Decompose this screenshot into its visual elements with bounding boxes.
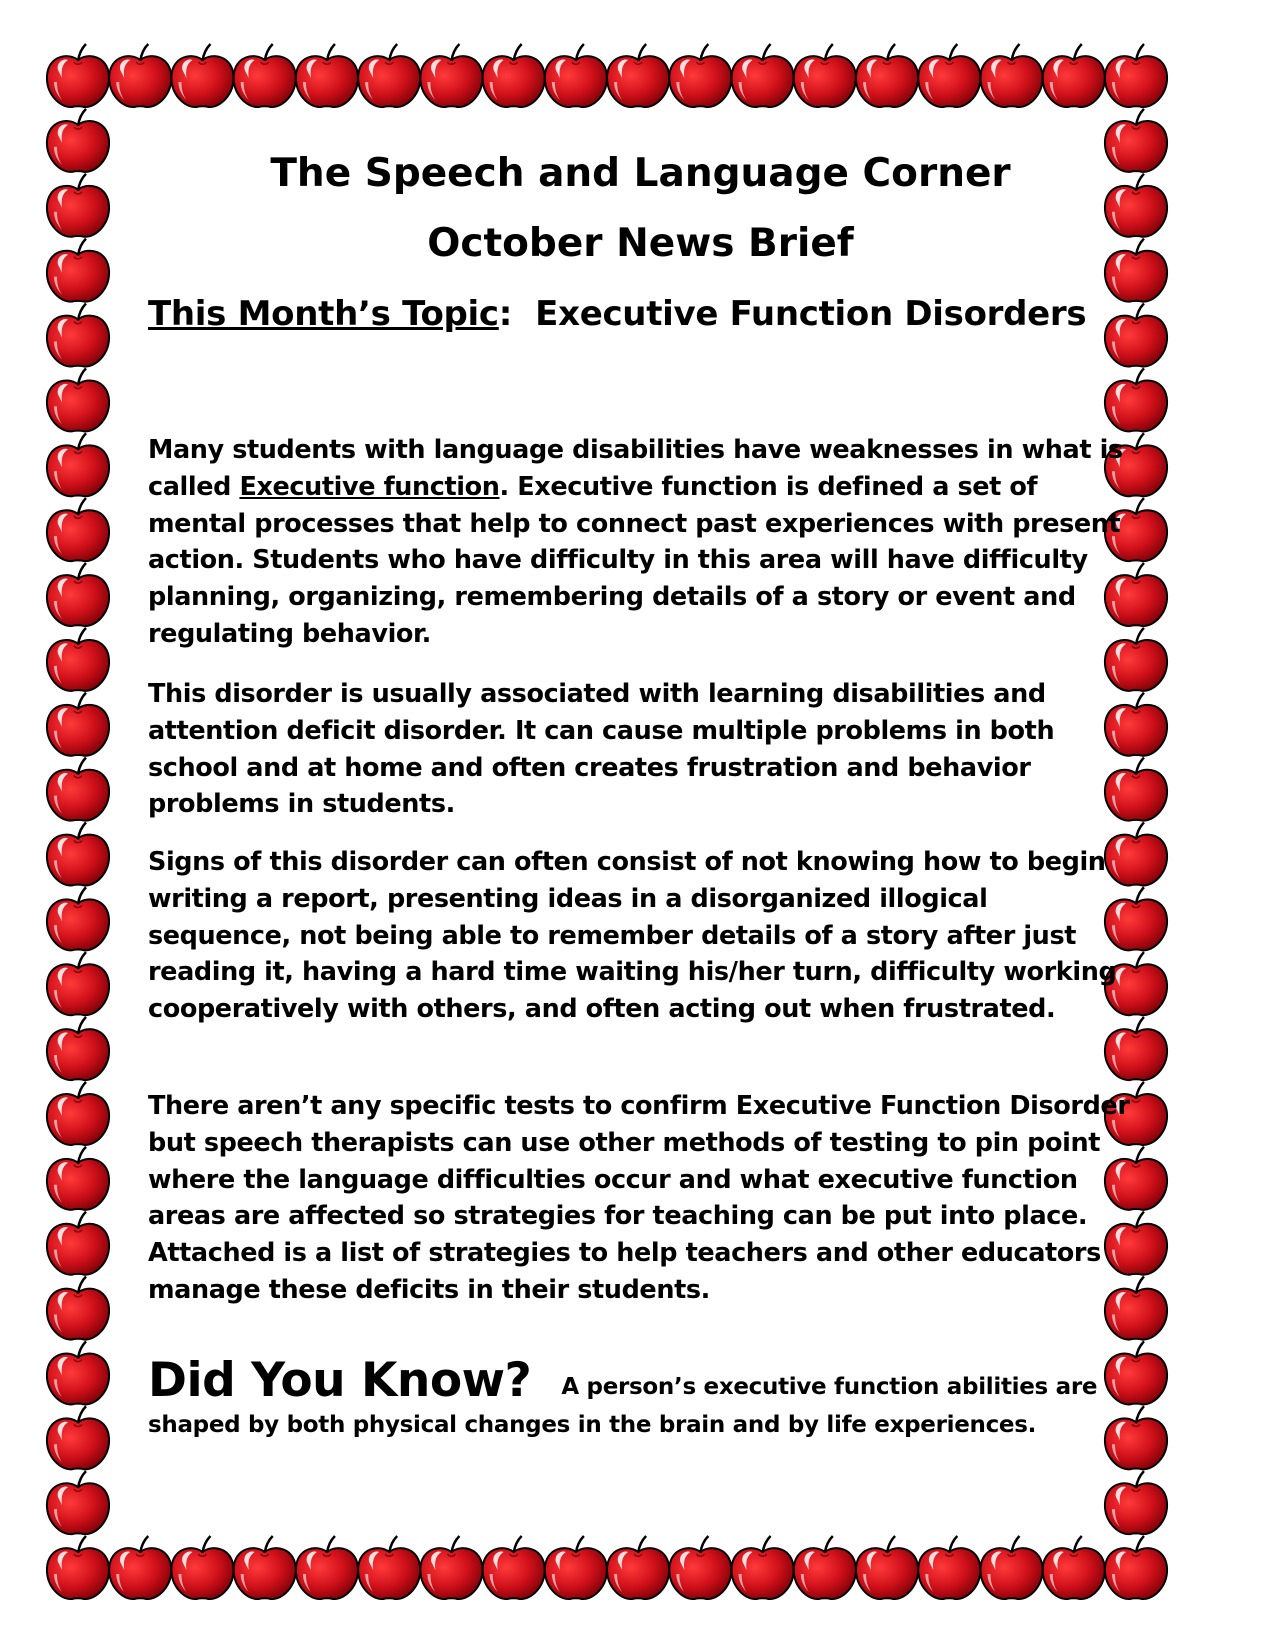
topic-separator: :: [498, 294, 513, 334]
apple-icon: [47, 887, 109, 950]
apple-icon: [47, 498, 109, 561]
apple-icon: [669, 44, 731, 107]
apple-icon: [47, 1536, 109, 1599]
apple-icon: [545, 1536, 607, 1599]
apple-icon: [234, 44, 296, 107]
apple-icon: [171, 1536, 233, 1599]
apple-icon: [1105, 303, 1167, 366]
apple-icon: [980, 1536, 1042, 1599]
apple-icon: [732, 44, 794, 107]
apple-icon: [47, 1471, 109, 1534]
paragraph-associations: This disorder is usually associated with learning disabilities and attention deficit disorder. It can cause multiple problems in both school and at home and often creates frustration and behavior problems in students.: [148, 679, 1055, 820]
apple-icon: [47, 1406, 109, 1469]
apple-icon: [234, 1536, 296, 1599]
did-you-know-heading: Did You Know?: [148, 1353, 532, 1408]
apple-icon: [47, 1082, 109, 1145]
apple-icon: [980, 44, 1042, 107]
issue-title: October News Brief: [427, 221, 854, 266]
apple-icon: [47, 693, 109, 756]
paragraph-definition: [148, 432, 1133, 653]
apple-icon: [47, 1341, 109, 1404]
apple-icon: [296, 44, 358, 107]
apple-icon: [47, 952, 109, 1015]
apple-icon: [47, 563, 109, 626]
apple-icon: [171, 44, 233, 107]
apple-icon: [607, 1536, 669, 1599]
apple-icon: [296, 1536, 358, 1599]
apple-icon: [47, 44, 109, 107]
apple-icon: [669, 1536, 731, 1599]
apple-icon: [47, 239, 109, 302]
apple-icon: [420, 44, 482, 107]
apple-icon: [1105, 368, 1167, 431]
apple-icon: [47, 1147, 109, 1210]
apple-icon: [47, 758, 109, 821]
paragraph-text: Many students with language disabilities have weaknesses in what is called: [148, 435, 1123, 502]
apple-icon: [1043, 1536, 1105, 1599]
apple-icon: [1043, 44, 1105, 107]
apple-icon: [47, 822, 109, 885]
apple-icon: [794, 44, 856, 107]
paragraph-testing: There aren’t any specific tests to confirm Executive Function Disorder but speech therapists can use other methods of testing to pin point where the language difficulties occur and what executive function areas are affected so strategies for teaching can be put into place. Attached is a list of strategies to help teachers and other educators manage these deficits in their students.: [148, 1091, 1130, 1305]
apple-icon: [856, 44, 918, 107]
paragraph-text: . Executive function is defined a set of mental processes that help to connect past experiences with present action. Students who have difficulty in this area will have difficulty planning, organizing, remembering details of a story or event and regulating behavior.: [148, 471, 1121, 649]
apple-icon: [358, 44, 420, 107]
apple-icon: [420, 1536, 482, 1599]
executive-function-term: Executive function: [239, 471, 500, 502]
apple-icon: [47, 1277, 109, 1340]
apple-icon: [1105, 1536, 1167, 1599]
apple-icon: [607, 44, 669, 107]
apple-icon: [47, 1212, 109, 1275]
topic-line: [148, 292, 1086, 336]
newsletter-title: The Speech and Language Corner: [270, 151, 1011, 196]
apple-icon: [1105, 1471, 1167, 1534]
apple-icon: [732, 1536, 794, 1599]
apple-icon: [47, 1017, 109, 1080]
apple-icon: [47, 303, 109, 366]
apple-icon: [918, 44, 980, 107]
apple-icon: [47, 368, 109, 431]
apple-icon: [483, 1536, 545, 1599]
apple-icon: [545, 44, 607, 107]
apple-icon: [856, 1536, 918, 1599]
apple-icon: [1105, 44, 1167, 107]
apple-icon: [794, 1536, 856, 1599]
apple-icon: [47, 433, 109, 496]
apple-icon: [483, 44, 545, 107]
apple-icon: [918, 1536, 980, 1599]
apple-icon: [109, 44, 171, 107]
paragraph-signs: Signs of this disorder can often consist of not knowing how to begin writing a report, presenting ideas in a disorganized illogical sequence, not being able to remember details of a story after just reading it, having a hard time waiting his/her turn, difficulty working cooperatively with others, and often acting out when frustrated.: [148, 847, 1117, 1025]
apple-icon: [358, 1536, 420, 1599]
apple-icon: [109, 1536, 171, 1599]
apple-icon: [47, 109, 109, 172]
did-you-know-text: A person’s executive function abilities are shaped by both physical changes in the brain and by life experiences.: [148, 1374, 1098, 1438]
topic-value: Executive Function Disorders: [535, 294, 1087, 334]
apple-icon: [47, 174, 109, 237]
topic-label: This Month’s Topic: [148, 294, 499, 334]
did-you-know-section: [148, 1353, 1133, 1444]
apple-icon: [47, 628, 109, 691]
